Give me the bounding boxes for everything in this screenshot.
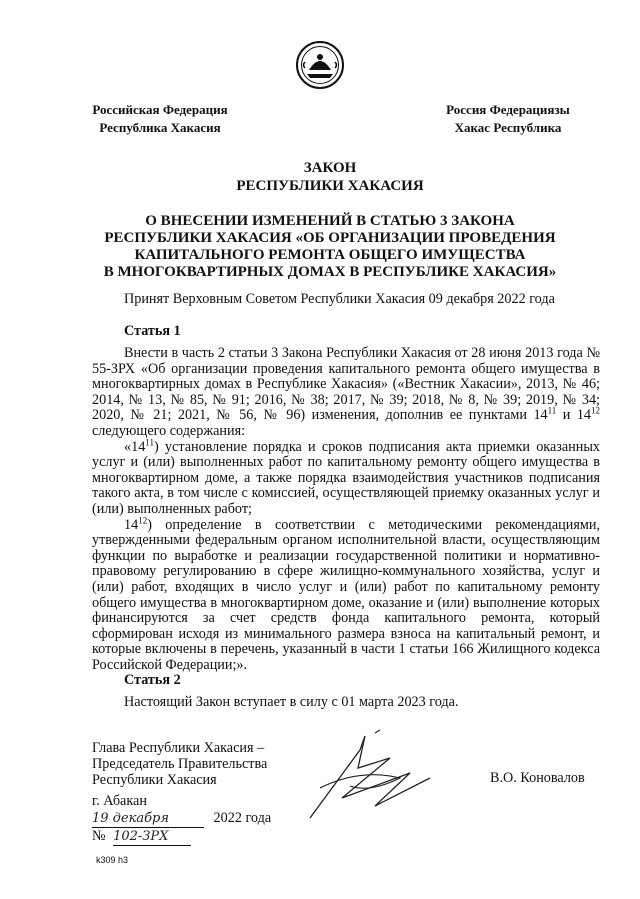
- signer-role-line: Глава Республики Хакасия –: [92, 740, 265, 756]
- signer-role-line: Республики Хакасия: [92, 772, 217, 788]
- article1-p3-sup: 12: [138, 514, 148, 525]
- article1-p1-text: Внести в часть 2 статьи 3 Закона Республики Хакасия от 28 июня 2013 года № 55-ЗРХ «Об организации проведения капитального ремонта общего имущества в многоквартирных домах в Республике Хакасия» («Вестник Хакасии», 2013, № 46; 2014, № 13, № 85, № 91; 2016, № 38; 2017, № 39; 2018, № 8, № 39; 2019, № 34; 2020, № 21; 2021, № 56, № 96) изменения, дополнив ее пунктами 14: [92, 345, 600, 424]
- doc-issuer: РЕСПУБЛИКИ ХАКАСИЯ: [236, 178, 424, 194]
- header-left: [80, 101, 240, 137]
- header-right: [428, 101, 588, 137]
- article1-body: [92, 346, 600, 673]
- article1-p2-text: ) установление порядка и сроков подписания акта приемки оказанных услуг и (или) выполненных работ по капитальному ремонту общего имущества в многоквартирном доме, а также порядка взаимодействия участников подписания такого акта, в том числе с комиссией, осуществляющей приемку оказанных услуг и (или) выполненных работ;: [92, 438, 600, 517]
- article2-heading: Статья 2: [124, 672, 181, 688]
- doc-title: [40, 213, 620, 281]
- article1-p1-sup: 12: [591, 405, 601, 416]
- header-left-line2: Республика Хакасия: [99, 120, 221, 135]
- number-prefix: №: [92, 828, 106, 844]
- article1-p1-text: и 14: [556, 407, 592, 424]
- doc-title-line: В МНОГОКВАРТИРНЫХ ДОМАХ В РЕСПУБЛИКЕ ХАКАСИЯ»: [103, 264, 557, 280]
- number-handwritten: 102-ЗРХ: [113, 829, 191, 846]
- date-handwritten: 19 декабря: [92, 811, 204, 828]
- doc-title-line: РЕСПУБЛИКИ ХАКАСИЯ «ОБ ОРГАНИЗАЦИИ ПРОВЕДЕНИЯ: [104, 230, 556, 246]
- header-right-line2: Хакас Республика: [454, 120, 562, 135]
- coat-of-arms-emblem: [295, 40, 345, 90]
- article1-paragraph: [92, 514, 600, 674]
- article1-p1-sup: 11: [547, 405, 557, 416]
- article1-p1-text: следующего содержания:: [92, 422, 246, 439]
- article1-p3-text: 14: [124, 516, 139, 533]
- signer-name: В.О. Коновалов: [490, 770, 585, 786]
- article2-text: Настоящий Закон вступает в силу с 01 марта 2023 года.: [124, 694, 459, 710]
- header-left-line1: Российская Федерация: [92, 102, 228, 117]
- article1-paragraph: [92, 346, 600, 440]
- article1-p2-sup: 11: [145, 436, 154, 447]
- article1-heading: Статья 1: [124, 323, 181, 339]
- signer-role-line: Председатель Правительства: [92, 756, 268, 772]
- doc-title-line: О ВНЕСЕНИИ ИЗМЕНЕНИЙ В СТАТЬЮ 3 ЗАКОНА: [145, 213, 515, 229]
- article1-p2-text: «14: [124, 438, 146, 455]
- handwritten-signature: [290, 728, 440, 828]
- issue-city: г. Абакан: [92, 793, 147, 809]
- date-year: 2022 года: [213, 810, 272, 826]
- print-code: k309 h3: [96, 855, 129, 865]
- article1-paragraph: [92, 436, 600, 518]
- header-right-line1: Россия Федерациязы: [446, 102, 570, 117]
- issue-date: [92, 810, 292, 828]
- doc-kind: ЗАКОН: [303, 160, 357, 176]
- adopted-line: Принят Верховным Советом Республики Хакасия 09 декабря 2022 года: [124, 291, 555, 307]
- doc-title-line: КАПИТАЛЬНОГО РЕМОНТА ОБЩЕГО ИМУЩЕСТВА: [134, 247, 526, 263]
- signer-role: [92, 740, 322, 788]
- article1-p3-text: ) определение в соответствии с методическими рекомендациями, утвержденными федеральным органом исполнительной власти, осуществляющим функции по выработке и реализации государственной политики и нормативно-правовому регулированию в сфере жилищно-коммунального хозяйства, услуг и (или) работ, входящих в число услуг и (или) работ по капитальному ремонту общего имущества в многоквартирном доме, оказание и (или) выполнение которых финансируются за счет средств фонда капитального ремонта, который сформирован исходя из минимального размера взноса на капитальный ремонт, и которые включены в перечень, указанный в части 1 статьи 166 Жилищного кодекса Российской Федерации;».: [92, 516, 600, 673]
- law-number: [92, 828, 292, 846]
